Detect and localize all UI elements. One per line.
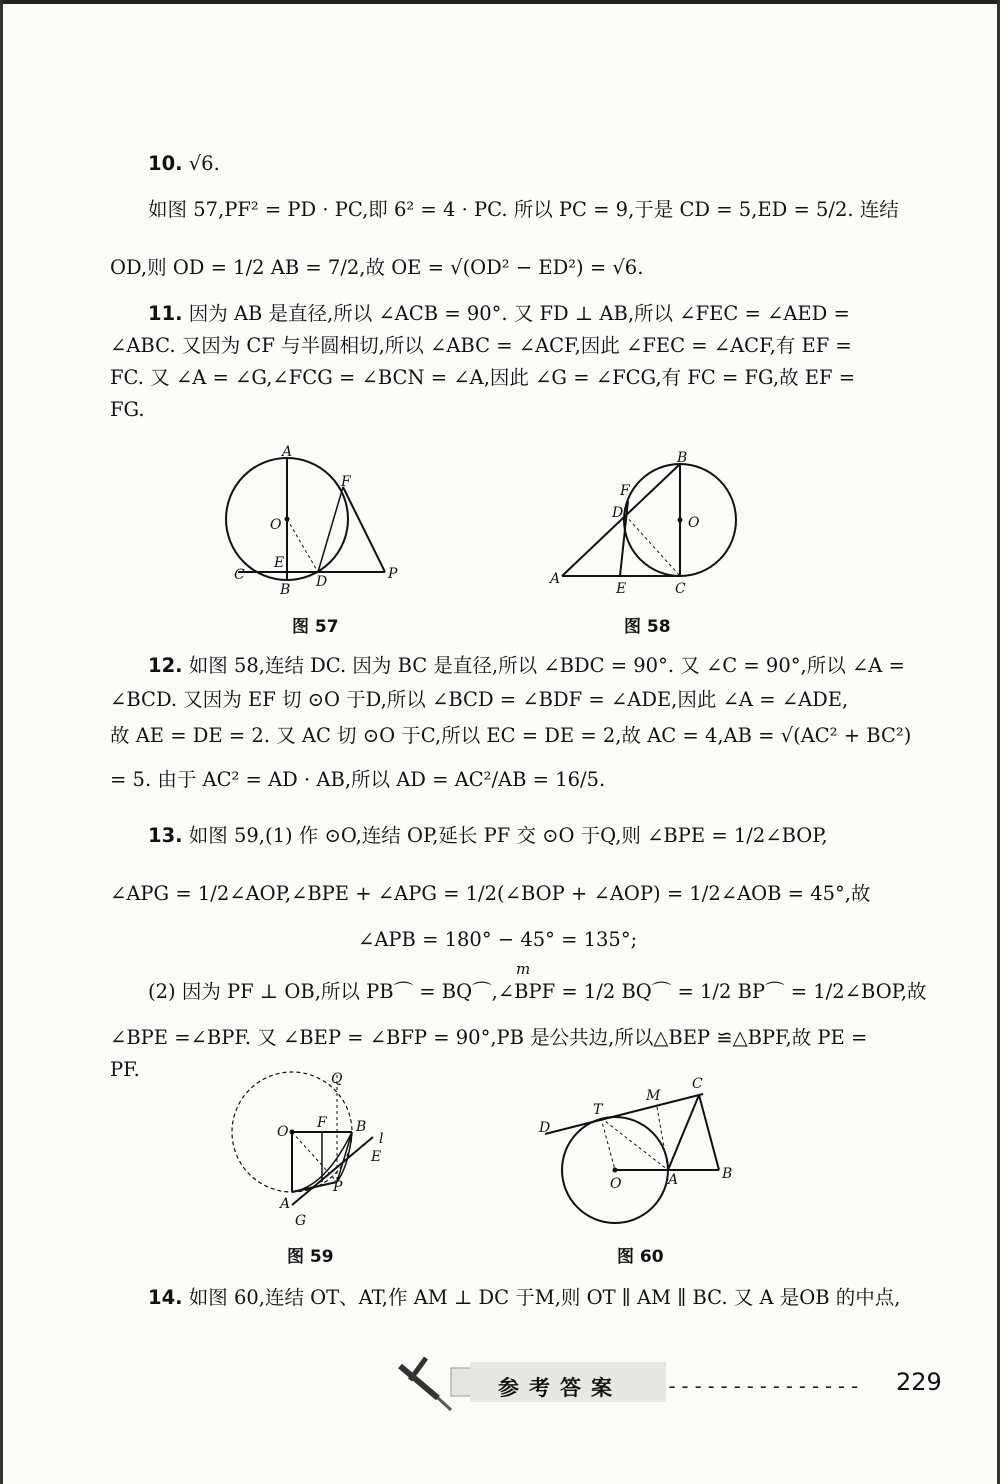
p12-number: 12. <box>148 654 183 677</box>
p10-answer: √6. <box>188 152 220 175</box>
fig59-label-p: P <box>333 1179 343 1195</box>
fig60-label-c: C <box>692 1076 703 1092</box>
fig58-label-f: F <box>620 483 630 499</box>
fig59-label-o: O <box>277 1124 289 1140</box>
fig58-label-d: D <box>612 505 624 521</box>
fig60-label-d: D <box>539 1120 551 1136</box>
p14-line1 <box>148 1284 900 1312</box>
p10-line2: OD,则 OD = 1/2 AB = 7/2,故 OE = √(OD² − ED²) = √6. <box>110 256 644 279</box>
p11-line4: FG. <box>110 398 145 421</box>
p11-line2: ∠ABC. 又因为 CF 与半圆相切,所以 ∠ABC = ∠ACF,因此 ∠FEC = ∠ACF,有 EF = <box>110 334 852 357</box>
fig59-label-l: l <box>379 1131 384 1147</box>
footer-dashes: --------------- <box>666 1374 862 1398</box>
p14-line1-text: 如图 60,连结 OT、AT,作 AM ⊥ DC 于M,则 OT ∥ AM ∥ BC. 又 A 是OB 的中点, <box>188 1286 901 1309</box>
fig57-label-f: F <box>341 474 351 490</box>
fig57-label-e: E <box>274 555 285 571</box>
fig59-label-f: F <box>317 1115 327 1131</box>
fig58-label-o: O <box>688 515 700 531</box>
fig57-label-p: P <box>388 566 398 582</box>
figure-60 <box>535 1070 750 1230</box>
fig59-label-e: E <box>371 1149 382 1165</box>
p11-number: 11. <box>148 302 183 325</box>
fig57-label-a: A <box>282 444 293 460</box>
p12-line1 <box>148 652 905 680</box>
fig57-caption: 图 57 <box>292 617 339 637</box>
p10-number: 10. <box>148 152 183 175</box>
top-border <box>0 0 1000 4</box>
p10-line1: 如图 57,PF² = PD · PC,即 6² = 4 · PC. 所以 PC = 9,于是 CD = 5,ED = 5/2. 连结 <box>148 198 899 221</box>
fig60-label-o: O <box>610 1176 622 1192</box>
page-number: 229 <box>896 1368 942 1396</box>
p13-line1 <box>148 822 828 850</box>
p12-line1-text: 如图 58,连结 DC. 因为 BC 是直径,所以 ∠BDC = 90°. 又 ∠C = 90°,所以 ∠A = <box>188 654 905 677</box>
p10-heading <box>148 150 220 178</box>
fig58-label-e: E <box>616 581 627 597</box>
fig57-label-d: D <box>316 574 328 590</box>
fig60-label-t: T <box>593 1102 603 1118</box>
p13-m-mark: m <box>516 960 531 978</box>
p13-line5: ∠BPE =∠BPF. 又 ∠BEP = ∠BFP = 90°,PB 是公共边,所以△BEP ≌△BPF,故 PE = <box>110 1026 868 1049</box>
fig57-label-b: B <box>280 582 291 598</box>
fig59-label-g: G <box>295 1213 307 1229</box>
p13-line6: PF. <box>110 1058 140 1081</box>
p11-line1-text: 因为 AB 是直径,所以 ∠ACB = 90°. 又 FD ⊥ AB,所以 ∠FEC = ∠AED = <box>188 302 850 325</box>
fig58-label-c: C <box>675 581 686 597</box>
p11-line1 <box>148 300 850 328</box>
p12-line2: ∠BCD. 又因为 EF 切 ⊙O 于D,所以 ∠BCD = ∠BDF = ∠ADE,因此 ∠A = ∠ADE, <box>110 688 849 711</box>
p13-line2: ∠APG = 1/2∠AOP,∠BPE + ∠APG = 1/2(∠BOP + ∠AOP) = 1/2∠AOB = 45°,故 <box>110 882 871 905</box>
p12-line3: 故 AE = DE = 2. 又 AC 切 ⊙O 于C,所以 EC = DE = 2,故 AC = 4,AB = √(AC² + BC²) <box>110 724 912 747</box>
p13-line1-text: 如图 59,(1) 作 ⊙O,连结 OP,延长 PF 交 ⊙O 于Q,则 ∠BPE = 1/2∠BOP, <box>188 824 828 847</box>
p14-number: 14. <box>148 1286 183 1309</box>
fig60-label-m: M <box>646 1088 661 1104</box>
p13-line4: (2) 因为 PF ⊥ OB,所以 PB⌒ = BQ⌒,∠BPF = 1/2 BQ⌒ = 1/2 BP⌒ = 1/2∠BOP,故 <box>148 980 927 1003</box>
fig60-label-b: B <box>722 1166 733 1182</box>
fig57-label-o: O <box>270 517 282 533</box>
fig59-caption: 图 59 <box>287 1247 334 1267</box>
fig58-label-b: B <box>677 450 688 466</box>
fig58-caption: 图 58 <box>624 617 671 637</box>
fig59-label-b: B <box>356 1119 367 1135</box>
p13-line3: ∠APB = 180° − 45° = 135°; <box>358 928 638 951</box>
fig60-label-a: A <box>668 1172 679 1188</box>
fig60-caption: 图 60 <box>617 1247 664 1267</box>
left-border <box>0 0 3 1484</box>
figure-58 <box>540 445 750 605</box>
p11-line3: FC. 又 ∠A = ∠G,∠FCG = ∠BCN = ∠A,因此 ∠G = ∠FCG,有 FC = FG,故 EF = <box>110 366 856 389</box>
p13-number: 13. <box>148 824 183 847</box>
p12-line4: = 5. 由于 AC² = AD · AB,所以 AD = AC²/AB = 16/5. <box>110 768 606 791</box>
figure-59 <box>225 1065 400 1235</box>
figure-57 <box>210 440 410 600</box>
footer-label: 参考答案 <box>498 1376 622 1400</box>
fig57-label-c: C <box>234 567 245 583</box>
fig58-label-a: A <box>550 571 561 587</box>
fig59-label-q: Q <box>331 1071 343 1087</box>
fig59-label-a: A <box>280 1196 291 1212</box>
